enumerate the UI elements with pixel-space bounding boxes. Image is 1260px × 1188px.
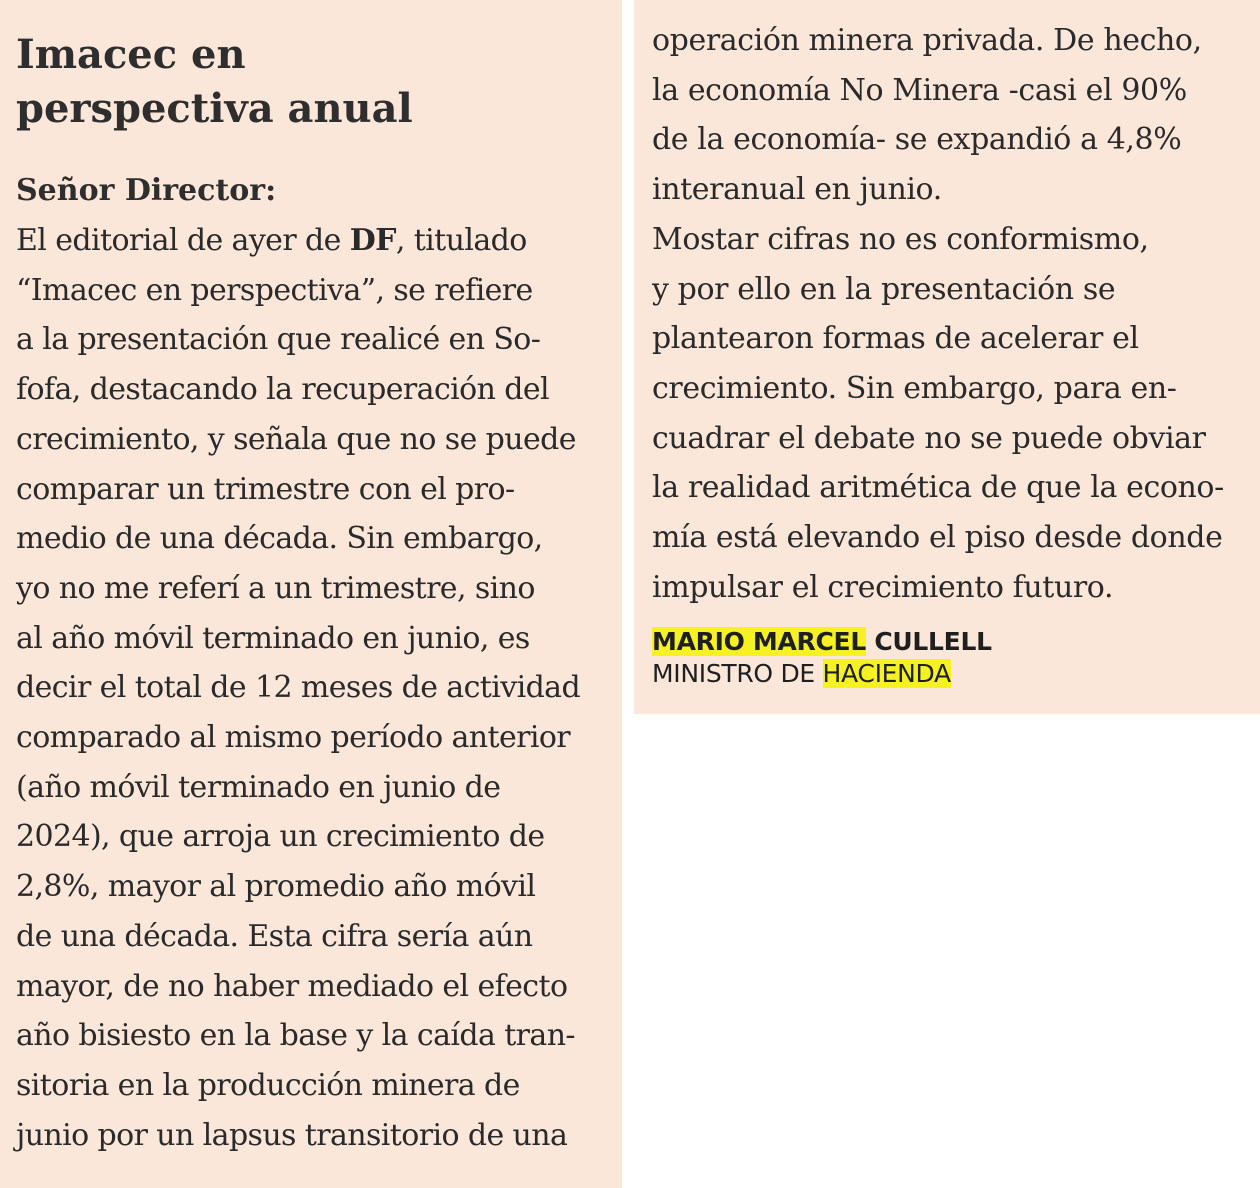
body-right xyxy=(652,16,1260,612)
body-line: impulsar el crecimiento futuro. xyxy=(652,569,1114,605)
body-line: al año móvil terminado en junio, es xyxy=(16,620,530,656)
title-line-2: perspectiva anual xyxy=(16,85,413,132)
body-line: “Imacec en perspectiva”, se refiere xyxy=(16,272,533,308)
role-text: MINISTRO DE xyxy=(652,659,823,689)
body-line: crecimiento. Sin embargo, para en- xyxy=(652,370,1177,406)
body-line: sitoria en la producción minera de xyxy=(16,1067,520,1103)
letter-title xyxy=(16,28,622,136)
body-line: mía está elevando el piso desde donde xyxy=(652,520,1223,556)
body-line: crecimiento, y señala que no se puede xyxy=(16,421,576,457)
body-line: año bisiesto en la base y la caída tran- xyxy=(16,1018,575,1054)
body-line: de una década. Esta cifra sería aún xyxy=(16,918,533,954)
signature-block xyxy=(652,626,1260,690)
highlighted-name: MARIO MARCEL xyxy=(652,627,866,657)
name-rest: CULLELL xyxy=(865,627,992,657)
body-line: 2024), que arroja un crecimiento de xyxy=(16,819,545,855)
body-line: la realidad aritmética de que la econo- xyxy=(652,470,1224,506)
body-line: comparar un trimestre con el pro- xyxy=(16,471,515,507)
body-line: la economía No Minera -casi el 90% xyxy=(652,72,1187,108)
body-line: medio de una década. Sin embargo, xyxy=(16,521,543,557)
body-line: y por ello en la presentación se xyxy=(652,271,1116,307)
body-line: yo no me referí a un trimestre, sino xyxy=(16,570,535,606)
body-line xyxy=(16,216,622,266)
salutation: Señor Director: xyxy=(16,173,277,208)
body-line: a la presentación que realicé en So- xyxy=(16,322,541,358)
author-role xyxy=(652,658,1260,690)
body-line: de la economía- se expandió a 4,8% xyxy=(652,122,1182,158)
body-text: , titulado xyxy=(395,223,527,258)
title-line-1: Imacec en xyxy=(16,31,246,78)
body-line: interanual en junio. xyxy=(652,172,942,208)
highlighted-role: HACIENDA xyxy=(822,659,951,689)
body-line: mayor, de no haber mediado el efecto xyxy=(16,968,568,1004)
body-line: plantearon formas de acelerar el xyxy=(652,321,1139,357)
author-name xyxy=(652,626,1260,658)
letter-column-left xyxy=(0,0,622,1188)
body-line: junio por un lapsus transitorio de una xyxy=(16,1117,568,1153)
body-text: El editorial de ayer de xyxy=(16,223,350,258)
body-line: cuadrar el debate no se puede obviar xyxy=(652,420,1206,456)
body-left xyxy=(16,216,622,1160)
body-line: Mostar cifras no es conformismo, xyxy=(652,221,1149,257)
body-line: 2,8%, mayor al promedio año móvil xyxy=(16,869,536,905)
letter-column-right xyxy=(634,0,1260,714)
body-line: comparado al mismo período anterior xyxy=(16,720,571,756)
body-line: (año móvil terminado en junio de xyxy=(16,769,501,805)
body-line: decir el total de 12 meses de actividad xyxy=(16,670,581,706)
body-line: operación minera privada. De hecho, xyxy=(652,23,1202,58)
body-line: fofa, destacando la recuperación del xyxy=(16,372,550,408)
publication-name: DF xyxy=(349,223,396,258)
